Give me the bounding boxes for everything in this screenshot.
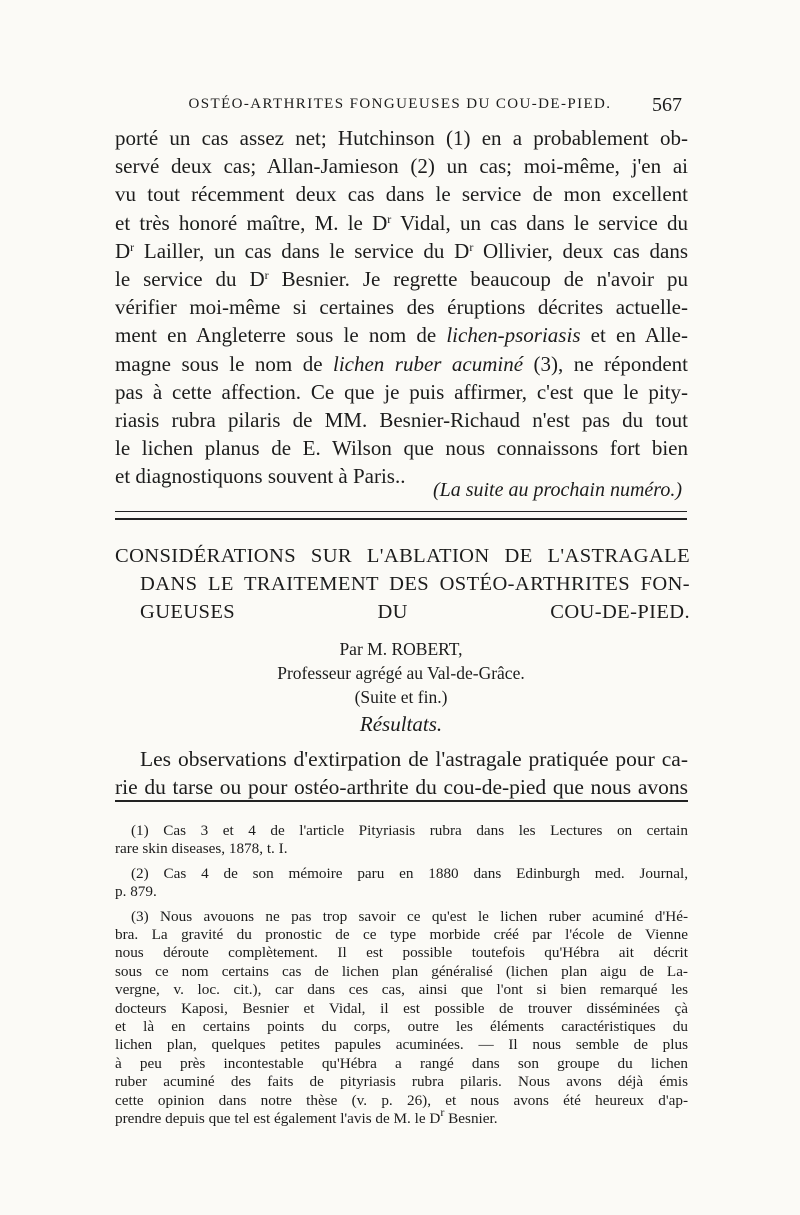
body-line: vérifier moi-même si certaines des éruptions décrites actuelle-: [115, 295, 688, 320]
line-text: (3), ne répondent: [523, 351, 688, 376]
section-heading: Résultats.: [359, 712, 443, 736]
line-text: Besnier.: [444, 1110, 498, 1128]
footnote-line: [115, 1105, 688, 1128]
footnote-line: docteurs Kaposi, Besnier et Vidal, il est possible de trouver disséminées çà: [115, 999, 688, 1017]
italic-term: lichen ruber acuminé: [332, 351, 524, 376]
results-line: Les observations d'extirpation de l'astragale pratiquée pour ca-: [140, 747, 688, 771]
body-line: [115, 265, 688, 293]
line-text: et en Alle-: [580, 323, 688, 348]
footnote-line: (1) Cas 3 et 4 de l'article Pityriasis rubra dans les Lectures on certain: [131, 822, 688, 839]
line-text: prendre depuis que tel est également l'avis de M. le D: [115, 1110, 441, 1128]
italic-term: lichen-psoriasis: [446, 323, 581, 348]
body-line: [115, 321, 688, 349]
continuation-note: (La suite au prochain numéro.): [432, 479, 682, 501]
footnote-line: (2) Cas 4 de son mémoire paru en 1880 dans Edinburgh med. Journal,: [131, 864, 688, 882]
footnote-line: (3) Nous avouons ne pas trop savoir ce qu'est le lichen ruber acuminé d'Hé-: [131, 907, 688, 925]
line-text: Vidal, un cas dans le service du: [391, 210, 688, 235]
results-paragraph: [115, 745, 688, 801]
byline: [115, 637, 687, 709]
body-line: [115, 209, 688, 237]
body-line: pas à cette affection. Ce que je puis affirmer, c'est que le pity-: [115, 379, 688, 404]
footnote-line: ruber acuminé des faits de pityriasis rubra pilaris. Nous avons déjà émis: [115, 1073, 688, 1091]
footnote-2: [115, 865, 688, 902]
section-divider: [115, 511, 687, 520]
footnote-line: bra. La gravité du pronostic de ce type morbide créé par l'école de Vienne: [115, 926, 688, 944]
footnotes: [115, 822, 688, 1135]
footnote-line: p. 879.: [115, 883, 157, 901]
title-line: GUEUSES DU COU-DE-PIED.: [140, 601, 690, 623]
running-head: OSTÉO-ARTHRITES FONGUEUSES DU COU-DE-PIED.: [188, 96, 612, 112]
superscript: r: [440, 1105, 445, 1120]
line-text: et très honoré maître, M. le D: [115, 210, 388, 235]
footnote-line: rare skin diseases, 1878, t. I.: [115, 840, 288, 858]
body-line: vu tout récemment deux cas dans le service de mon excellent: [115, 182, 688, 207]
footnote-divider: [115, 800, 688, 802]
results-line: rie du tarse ou pour ostéo-arthrite du cou-de-pied que nous avons: [115, 775, 688, 799]
superscript: r: [469, 239, 474, 254]
superscript: r: [387, 211, 392, 226]
body-line: riasis rubra pilaris de MM. Besnier-Richaud n'est pas du tout: [115, 408, 688, 433]
author: Par M. ROBERT,: [339, 639, 463, 659]
body-paragraph: [115, 124, 688, 491]
body-line: porté un cas assez net; Hutchinson (1) en a probablement ob-: [115, 126, 688, 150]
line-text: Ollivier, deux cas dans: [473, 238, 689, 263]
body-line: servé deux cas; Allan-Jamieson (2) un cas; moi-même, j'en ai: [115, 154, 688, 179]
footnote-line: cette opinion dans notre thèse (v. p. 26), et nous avons été heureux d'ap-: [115, 1091, 688, 1109]
page-number: 567: [652, 94, 682, 116]
superscript: r: [130, 239, 135, 254]
affiliation: Professeur agrégé au Val-de-Grâce.: [277, 663, 525, 683]
line-text: le service du D: [115, 267, 265, 292]
line-text: D: [115, 238, 131, 263]
line-text: Lailler, un cas dans le service du D: [134, 238, 470, 263]
footnote-line: nous déroute complètement. Il est possible toutefois qu'Hébra ait décrit: [115, 944, 688, 962]
superscript: r: [264, 268, 269, 283]
article-title: [115, 542, 690, 626]
body-line: le lichen planus de E. Wilson que nous connaissons fort bien: [115, 436, 688, 461]
title-line: CONSIDÉRATIONS SUR L'ABLATION DE L'ASTRAGALE: [115, 545, 690, 567]
body-line: [115, 350, 688, 378]
line-text: magne sous le nom de: [115, 351, 333, 376]
line-text: Besnier. Je regrette beaucoup de n'avoir pu: [268, 267, 688, 292]
body-line: et diagnostiquons souvent à Paris..: [115, 464, 406, 489]
footnote-line: et là en certains points du corps, outre les éléments caractéristiques du: [115, 1018, 688, 1036]
footnote-3: [115, 908, 688, 1129]
footnote-line: sous ce nom certains cas de lichen plan généralisé (lichen plan aigu de La-: [115, 962, 688, 980]
body-line: [115, 237, 688, 265]
line-text: ment en Angleterre sous le nom de: [115, 323, 447, 348]
footnote-line: à peu près incontestable qu'Hébra a rangé dans son groupe du lichen: [115, 1054, 688, 1072]
footnote-line: vergne, v. loc. cit.), car dans ces cas, ainsi que l'ont si bien remarqué les: [115, 981, 688, 999]
footnote-line: lichen plan, quelques petites papules acuminées. — Il nous semble de plus: [115, 1036, 688, 1054]
continuation-label: (Suite et fin.): [354, 687, 448, 707]
title-line: DANS LE TRAITEMENT DES OSTÉO-ARTHRITES FON-: [140, 573, 690, 595]
footnote-1: [115, 822, 688, 859]
